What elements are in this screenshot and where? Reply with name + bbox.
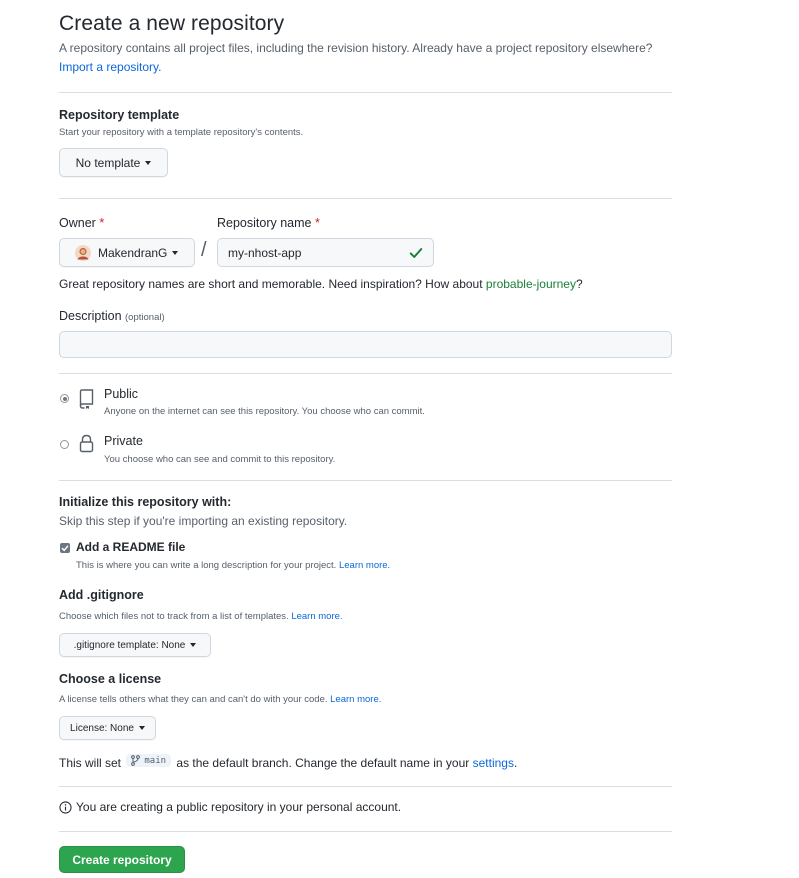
description-label-text: Description xyxy=(59,309,122,323)
license-dropdown[interactable] xyxy=(59,716,156,740)
gitignore-note xyxy=(59,611,343,622)
page-lead: A repository contains all project files, including the revision history. Already have a project repository elsewhere? xyxy=(59,41,653,55)
description-input[interactable] xyxy=(59,331,672,358)
readme-note xyxy=(76,560,390,571)
private-radio[interactable] xyxy=(60,440,69,449)
readme-learn-more-link[interactable]: Learn more. xyxy=(338,560,391,571)
template-label: Repository template xyxy=(59,108,180,122)
owner-repo-separator: / xyxy=(201,239,207,261)
branch-prefix: This will set xyxy=(59,756,122,770)
license-note-text: A license tells others what they can and can't do with your code. xyxy=(59,694,328,705)
repo-name-value: my-nhost-app xyxy=(228,245,302,260)
lock-icon xyxy=(79,434,94,453)
public-radio[interactable] xyxy=(60,394,69,403)
license-dropdown-label: License: None xyxy=(70,722,134,734)
template-note: Start your repository with a template repository's contents. xyxy=(59,127,304,138)
suggested-name-link[interactable]: probable-journey xyxy=(485,277,576,291)
license-learn-more-link[interactable]: Learn more. xyxy=(330,694,382,705)
public-label: Public xyxy=(104,387,139,401)
license-label: Choose a license xyxy=(59,672,162,686)
git-branch-icon xyxy=(131,755,140,766)
repo-name-label xyxy=(217,216,320,230)
chevron-down-icon xyxy=(190,643,196,647)
readme-label[interactable]: Add a README file xyxy=(76,540,186,554)
suggestion-suffix: ? xyxy=(575,277,583,291)
repo-name-input[interactable] xyxy=(217,238,434,267)
gitignore-template-dropdown[interactable] xyxy=(59,633,211,657)
gitignore-learn-more-link[interactable]: Learn more. xyxy=(291,611,343,622)
suggestion-text: Great repository names are short and memorable. Need inspiration? How about xyxy=(59,277,483,291)
required-mark: * xyxy=(314,216,320,230)
gitignore-dropdown-label: .gitignore template: None xyxy=(73,639,186,651)
repo-icon xyxy=(78,389,95,409)
public-info-text: You are creating a public repository in your personal account. xyxy=(76,800,402,814)
repo-name-label-text: Repository name xyxy=(217,216,312,230)
import-repository-link[interactable]: Import a repository. xyxy=(59,60,162,74)
owner-dropdown-button[interactable] xyxy=(59,238,195,267)
license-note xyxy=(59,694,381,705)
chevron-down-icon xyxy=(139,726,145,730)
avatar xyxy=(75,245,91,261)
create-repository-button[interactable]: Create repository xyxy=(59,846,185,873)
owner-label xyxy=(59,216,104,230)
chevron-down-icon xyxy=(172,251,178,255)
required-mark: * xyxy=(99,216,105,230)
name-suggestion xyxy=(59,277,583,291)
gitignore-label: Add .gitignore xyxy=(59,588,144,602)
optional-tag: (optional) xyxy=(125,312,165,323)
divider xyxy=(59,373,672,374)
init-label: Initialize this repository with: xyxy=(59,495,232,509)
divider xyxy=(59,786,672,787)
description-label xyxy=(59,309,165,323)
owner-label-text: Owner xyxy=(59,216,96,230)
chevron-down-icon xyxy=(145,161,151,165)
branch-suffix: . xyxy=(513,756,518,770)
owner-value: MakendranG xyxy=(98,245,168,260)
template-dropdown-button[interactable] xyxy=(59,148,168,177)
divider xyxy=(59,198,672,199)
readme-checkbox[interactable] xyxy=(60,543,70,553)
readme-note-text: This is where you can write a long description for your project. xyxy=(76,560,337,571)
divider xyxy=(59,480,672,481)
check-icon xyxy=(60,543,70,553)
gitignore-note-text: Choose which files not to track from a list of templates. xyxy=(59,611,289,622)
branch-middle-text: as the default branch. Change the default name in your xyxy=(176,756,470,770)
info-icon xyxy=(59,801,72,814)
page-title: Create a new repository xyxy=(59,12,285,35)
branch-name: main xyxy=(144,755,167,766)
private-note: You choose who can see and commit to this repository. xyxy=(104,454,336,465)
template-dropdown-label: No template xyxy=(75,155,141,170)
branch-name-badge xyxy=(126,754,171,767)
private-label: Private xyxy=(104,434,143,448)
settings-link[interactable]: settings xyxy=(472,756,514,770)
divider xyxy=(59,831,672,832)
default-branch-text xyxy=(59,754,517,770)
check-icon xyxy=(409,246,423,260)
divider xyxy=(59,92,672,93)
public-note: Anyone on the internet can see this repository. You choose who can commit. xyxy=(104,406,425,417)
init-note: Skip this step if you're importing an existing repository. xyxy=(59,514,348,528)
public-info-note xyxy=(59,800,401,814)
